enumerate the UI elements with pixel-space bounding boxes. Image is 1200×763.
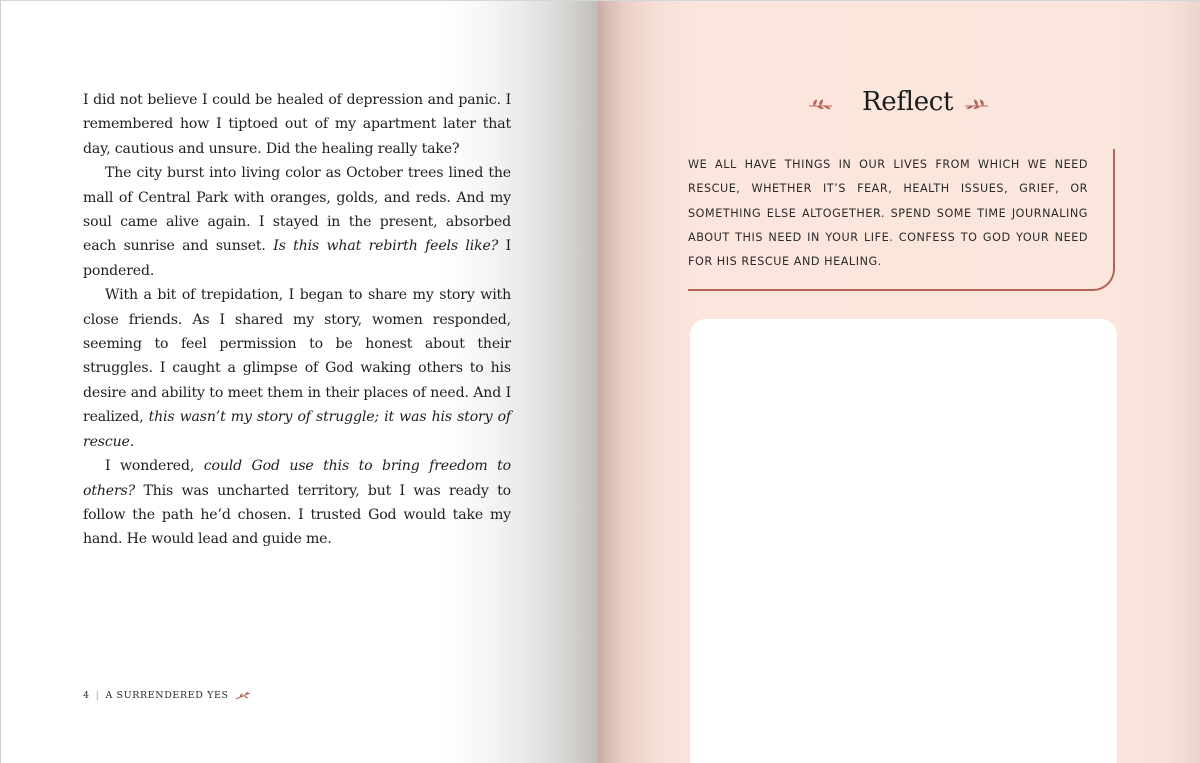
paragraph-2 xyxy=(83,161,511,283)
running-title: A SURRENDERED YES xyxy=(105,690,229,701)
body-text xyxy=(83,88,511,552)
body-text-run: I did not believe I could be healed of depression and panic. I remembered how I tiptoed out of my apartment later that day, cautious and unsure. Did the healing really take? xyxy=(83,92,511,157)
page-number: 4 xyxy=(83,690,90,701)
sprig-right-icon xyxy=(963,97,989,116)
body-text-run: The city burst into living color as October trees lined the mall of Central Park with oranges, golds, and reds. And my soul came alive again. I stayed in the present, absorbed each sunrise and sunset. xyxy=(83,165,511,255)
paragraph-4 xyxy=(83,454,511,552)
journal-writing-area[interactable] xyxy=(690,319,1117,763)
body-text-run: I pondered. xyxy=(83,238,512,279)
paragraph-3 xyxy=(83,283,511,454)
reflection-prompt: WE ALL HAVE THINGS IN OUR LIVES FROM WHICH WE NEED RESCUE, WHETHER IT’S FEAR, HEALTH ISSUES, GRIEF, OR SOMETHING ELSE ALTOGETHER. SPEND SOME TIME JOURNALING ABOUT THIS NEED IN YOUR LIFE. CONFESS TO GOD YOUR NEED FOR HIS RESCUE AND HEALING. xyxy=(688,158,1088,269)
page-footer xyxy=(83,690,251,701)
sprig-left-icon xyxy=(808,97,834,116)
footer-separator: | xyxy=(95,690,100,701)
reflect-header xyxy=(808,87,1008,127)
leaf-sprig-icon xyxy=(235,691,251,701)
italic-text: this wasn’t my story of struggle; it was his story of rescue. xyxy=(83,409,511,450)
prompt-box xyxy=(688,149,1115,291)
left-page xyxy=(0,0,598,763)
right-page xyxy=(598,0,1200,763)
body-text-run: I wondered, xyxy=(105,458,204,475)
italic-text: could God use this to bring freedom to others? xyxy=(83,458,512,499)
page-title: Reflect xyxy=(862,87,954,117)
body-text-run: This was uncharted territory, but I was ready to follow the path he’d chosen. I trusted God would take my hand. He would lead and guide me. xyxy=(83,482,511,548)
body-text-run: With a bit of trepidation, I began to share my story with close friends. As I shared my story, women responded, seeming to feel permission to be honest about their struggles. I caught a glimpse of God waking others to his desire and ability to meet them in their places of need. And I realized, xyxy=(83,287,511,426)
italic-text: Is this what rebirth feels like? xyxy=(273,238,499,255)
paragraph-1 xyxy=(83,88,511,161)
